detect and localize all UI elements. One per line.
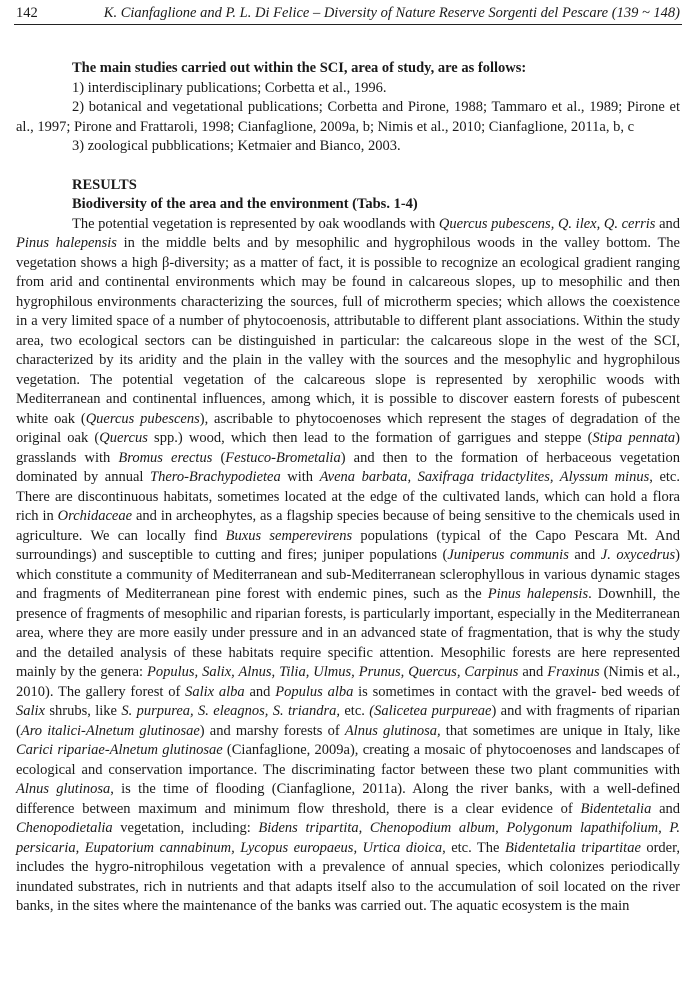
text-run: ) and marshy forests of	[199, 722, 345, 739]
italic-taxon: Carici ripariae-Alnetum glutinosae	[16, 742, 223, 758]
italic-taxon: Populus, Salix, Alnus, Tilia, Ulmus, Prunus, Quercus, Carpinus	[147, 664, 519, 680]
text-run: and in archeophytes, as a flagship species because of being sensitive to the chemicals used in agriculture. We can locally find	[16, 508, 680, 544]
italic-taxon: Alnus glutinosa	[16, 781, 111, 797]
text-run: is sometimes in contact with the gravel- bed weeds of	[353, 683, 680, 700]
italic-taxon: Festuco-Brometalia	[225, 449, 341, 466]
italic-taxon: Pinus halepensis	[487, 586, 589, 602]
italic-taxon: Bidentetalia	[580, 800, 652, 817]
text-run: and	[655, 215, 681, 232]
italic-taxon: Bromus erectus	[118, 449, 213, 466]
italic-taxon: Chenopodietalia	[16, 820, 113, 836]
text-run: ) which constitute a community of Mediterranean and sub-Mediterranean sclerophyllous in various dynamic stages and fragments of Mediterranean pine forest with endemic pines, such as the	[16, 547, 680, 602]
page-number: 142	[16, 5, 38, 21]
italic-taxon: Orchidaceae	[57, 508, 133, 524]
italic-taxon: Salix alba	[185, 683, 245, 700]
results-subheading: Biodiversity of the area and the environment (Tabs. 1-4)	[72, 196, 418, 212]
section-spacer	[16, 157, 680, 176]
text-run: in the middle belts and by mesophilic and hygrophilous woods in the valley bottom. The vegetation shows a high β-diversity; as a matter of fact, it is possible to recognize an ecological gradient ranging from arid and continental environments which may be found in calcareous slopes, up to mesophilic and then hygrophilous environments characterizing the sources, full of microtherm species; which allows the coexistence in a very limited space of a number of phytocoenosis, attributable to different plant associations. Within the study area, two ecological sectors can be distinguished in particular: the calcareous slope in the west of the SCI, characterized by its aridity and the plain in the valley with the sources and the mesophylic and hygrophilous vegetation. The potential vegetation of the calcareous slope is represented by xerophilic woods with Mediterranean and continental influences, among which, it is possible to discover eastern forests of pubescent white oak (	[16, 235, 680, 427]
italic-taxon: Bidentetalia tripartitae	[504, 839, 641, 856]
italic-taxon: S. purpurea, S. eleagnos, S. triandra,	[121, 703, 340, 719]
italic-taxon: J. oxycedrus	[600, 547, 676, 563]
text-run: with	[280, 469, 320, 485]
running-header	[14, 2, 682, 25]
text-run: (	[212, 449, 226, 466]
italic-taxon: Quercus pubescens	[85, 410, 200, 427]
studies-item-2: 2) botanical and vegetational publications; Corbetta and Pirone, 1988; Tammaro et al., 1989; Pirone et al., 1997; Pirone and Frattaroli, 1998; Cianfaglione, 2009a, b; Nimis et al., 2010; Cianfaglione, 2011a, b, c	[16, 99, 680, 135]
text-run: ), ascribable to phytocoenoses which represent the stages of degradation of the original oak (	[16, 410, 681, 446]
italic-taxon: Quercus	[99, 430, 148, 446]
text-run: populations (typical of the Capo Pescara Mt. And surroundings) and susceptible to cutting and fires; juniper populations (	[16, 527, 680, 563]
text-run: that sometimes are unique in Italy, like	[440, 722, 681, 739]
results-paragraph	[16, 215, 680, 917]
studies-item-1: 1) interdisciplinary publications; Corbetta et al., 1996.	[72, 79, 387, 96]
italic-taxon: Populus alba	[275, 683, 354, 700]
text-run: , etc. The	[442, 839, 505, 856]
text-run: . Downhill, the presence of fragments of mesophilic and riparian forests, is particularly important, especially in the Mediterranean area, where they are more easily under pressure and in an advanced state of fragmentation, that is why the study and the detailed analysis of these habitats require specific attention. Mesophilic forests are here represented mainly by the genera:	[16, 586, 680, 680]
studies-heading: The main studies carried out within the SCI, area of study, are as follows:	[72, 60, 527, 76]
text-run: ) and then to the formation of herbaceous vegetation dominated by annual	[16, 449, 680, 485]
italic-taxon: Alnus glutinosa,	[344, 722, 441, 739]
text-run: and	[568, 547, 601, 563]
italic-taxon: Pinus halepensis	[16, 235, 117, 251]
text-run: and	[651, 800, 681, 817]
text-run: and	[518, 664, 548, 680]
italic-taxon: Avena barbata, Saxifraga tridactylites, Alyssum minus	[319, 469, 650, 485]
text-run: vegetation, including:	[112, 820, 259, 836]
italic-taxon: Bidens tripartita, Chenopodium album, Polygonum lapathifolium, P. persicaria, Eupatorium cannabinum, Lycopus europaeus, Urtica dioica	[16, 820, 680, 856]
text-run: , is the time of flooding (Cianfaglione, 2011a). Along the river banks, with a well-defined difference between maximum and minimum flow threshold, there is a clear evidence of	[16, 781, 680, 817]
page-body	[16, 59, 680, 917]
text-run: order, includes the hygro-nitrophilous vegetation with a prevalence of annual species, which colonizes periodically inundated substrates, rich in nutrients and that adapts itself also to the accumulation of soil located on the river banks, in the sites where the maintenance of the banks was carried out. The aquatic ecosystem is the main	[16, 839, 680, 914]
text-run: shrubs, like	[45, 703, 122, 719]
italic-taxon: Salix	[16, 703, 45, 719]
italic-taxon: Thero-Brachypodietea	[150, 469, 281, 485]
results-heading: RESULTS	[72, 176, 137, 193]
text-run: (Nimis et al., 2010). The gallery forest of	[16, 664, 680, 700]
text-run: and	[244, 683, 276, 700]
italic-taxon: (Salicetea purpureae	[369, 703, 492, 719]
text-run: The potential vegetation is represented by oak woodlands with	[72, 215, 439, 232]
text-run: spp.) wood, which then lead to the formation of garrigues and steppe (	[147, 430, 593, 446]
italic-taxon: Fraxinus	[547, 664, 600, 680]
running-head: K. Cianfaglione and P. L. Di Felice – Diversity of Nature Reserve Sorgenti del Pescare (139 ~ 148)	[103, 5, 680, 21]
italic-taxon: Buxus semperevirens	[225, 527, 353, 544]
italic-taxon: Stipa pennata	[592, 430, 676, 446]
italic-taxon: Quercus pubescens, Q. ilex, Q. cerris	[438, 215, 656, 232]
text-run: , etc. There are discontinuous habitats, sometimes located at the edge of the cultivated lands, which can hold a flora rich in	[16, 469, 680, 524]
italic-taxon: Juniperus communis	[447, 547, 569, 563]
text-run: ) grasslands with	[16, 430, 680, 466]
text-run: (Cianfaglione, 2009a), creating a mosaic of phytocoenoses and landscapes of ecological and conservation importance. The discriminating factor between these two plant communities with	[16, 742, 680, 778]
text-run: ) and with fragments of riparian (	[16, 703, 681, 739]
italic-taxon: Aro italici-Alnetum glutinosae	[20, 722, 200, 739]
text-run: etc.	[340, 703, 370, 719]
studies-item-3: 3) zoological pubblications; Ketmaier and Bianco, 2003.	[72, 138, 401, 154]
